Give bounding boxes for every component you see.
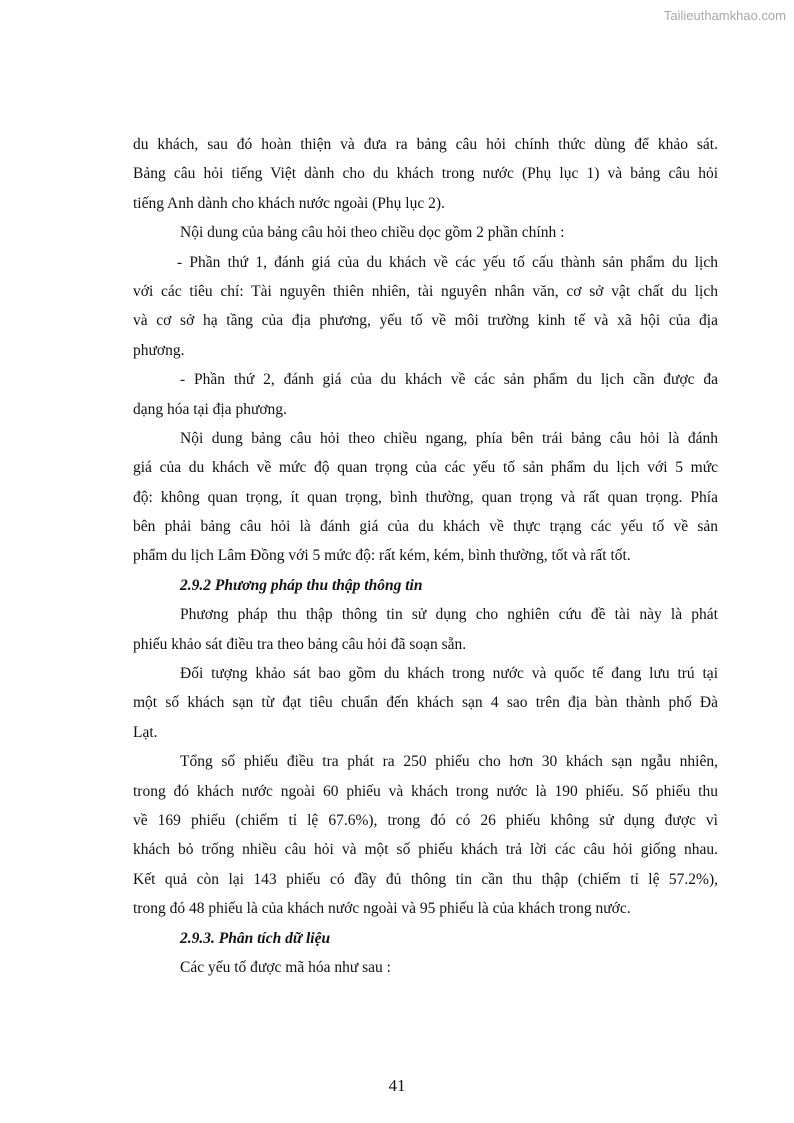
text-line: du khách, sau đó hoàn thiện và đưa ra bảng câu hỏi chính thức dùng để khảo sát. (133, 136, 718, 153)
text-line: Các yếu tố được mã hóa như sau : (180, 958, 391, 976)
text-line: tiếng Anh dành cho khách nước ngoài (Phụ lục 2). (133, 194, 445, 212)
text-line: trong đó khách nước ngoài 60 phiếu và khách trong nước là 190 phiếu. Số phiếu thu (133, 782, 718, 800)
text-line: phương. (133, 341, 185, 359)
section-heading: 2.9.3. Phân tích dữ liệu (180, 929, 331, 947)
text-line: Nội dung của bảng câu hỏi theo chiều dọc gồm 2 phần chính : (180, 224, 565, 242)
text-line: và cơ sở hạ tầng của địa phương, yếu tố về môi trường kinh tế và xã hội của địa (133, 312, 718, 330)
text-line: - Phần thứ 1, đánh giá của du khách về các yếu tố cấu thành sản phẩm du lịch (177, 253, 718, 271)
document-body (133, 130, 718, 982)
text-line: Bảng câu hỏi tiếng Việt dành cho du khách trong nước (Phụ lục 1) và bảng câu hỏi (133, 165, 718, 183)
text-line: Kết quả còn lại 143 phiếu có đầy đủ thông tin cần thu thập (chiếm tỉ lệ 57.2%), (133, 870, 718, 888)
text-line: phẩm du lịch Lâm Đồng với 5 mức độ: rất kém, kém, bình thường, tốt và rất tốt. (133, 547, 631, 565)
section-heading: 2.9.2 Phương pháp thu thập thông tin (180, 576, 423, 594)
text-line: - Phần thứ 2, đánh giá của du khách về các sản phẩm du lịch cần được đa (180, 371, 718, 389)
text-line: Phương pháp thu thập thông tin sử dụng cho nghiên cứu đề tài này là phát (180, 606, 718, 624)
text-line: một số khách sạn từ đạt tiêu chuẩn đến khách sạn 4 sao trên địa bàn thành phố Đà (133, 694, 718, 712)
text-line: về 169 phiếu (chiếm tỉ lệ 67.6%), trong đó có 26 phiếu không sử dụng được vì (133, 811, 718, 829)
text-line: giá của du khách về mức độ quan trọng của các yếu tố sản phẩm du lịch với 5 mức (133, 459, 718, 477)
text-line: Nội dung bảng câu hỏi theo chiều ngang, phía bên trái bảng câu hỏi là đánh (180, 429, 718, 447)
page-number: 41 (388, 1076, 406, 1095)
text-line: Đối tượng khảo sát bao gồm du khách trong nước và quốc tế đang lưu trú tại (180, 665, 718, 683)
text-line: trong đó 48 phiếu là của khách nước ngoài và 95 phiếu là của khách trong nước. (133, 900, 631, 918)
text-line: độ: không quan trọng, ít quan trọng, bình thường, quan trọng và rất quan trọng. Phía (133, 488, 718, 506)
text-line: phiếu khảo sát điều tra theo bảng câu hỏi đã soạn sẵn. (133, 635, 467, 653)
text-line: Tổng số phiếu điều tra phát ra 250 phiếu cho hơn 30 khách sạn ngẫu nhiên, (180, 753, 718, 771)
watermark: Tailieuthamkhao.com (663, 8, 786, 23)
text-line: Lạt. (133, 723, 158, 741)
text-line: khách bỏ trống nhiều câu hỏi và một số phiếu khách trả lời các câu hỏi giống nhau. (133, 841, 718, 859)
text-line: bên phải bảng câu hỏi là đánh giá của du khách về thực trạng các yếu tố về sản (133, 518, 718, 536)
text-line: với các tiêu chí: Tài nguyên thiên nhiên, tài nguyên nhân văn, cơ sở vật chất du lịch (133, 282, 718, 300)
text-line: dạng hóa tại địa phương. (133, 400, 287, 418)
